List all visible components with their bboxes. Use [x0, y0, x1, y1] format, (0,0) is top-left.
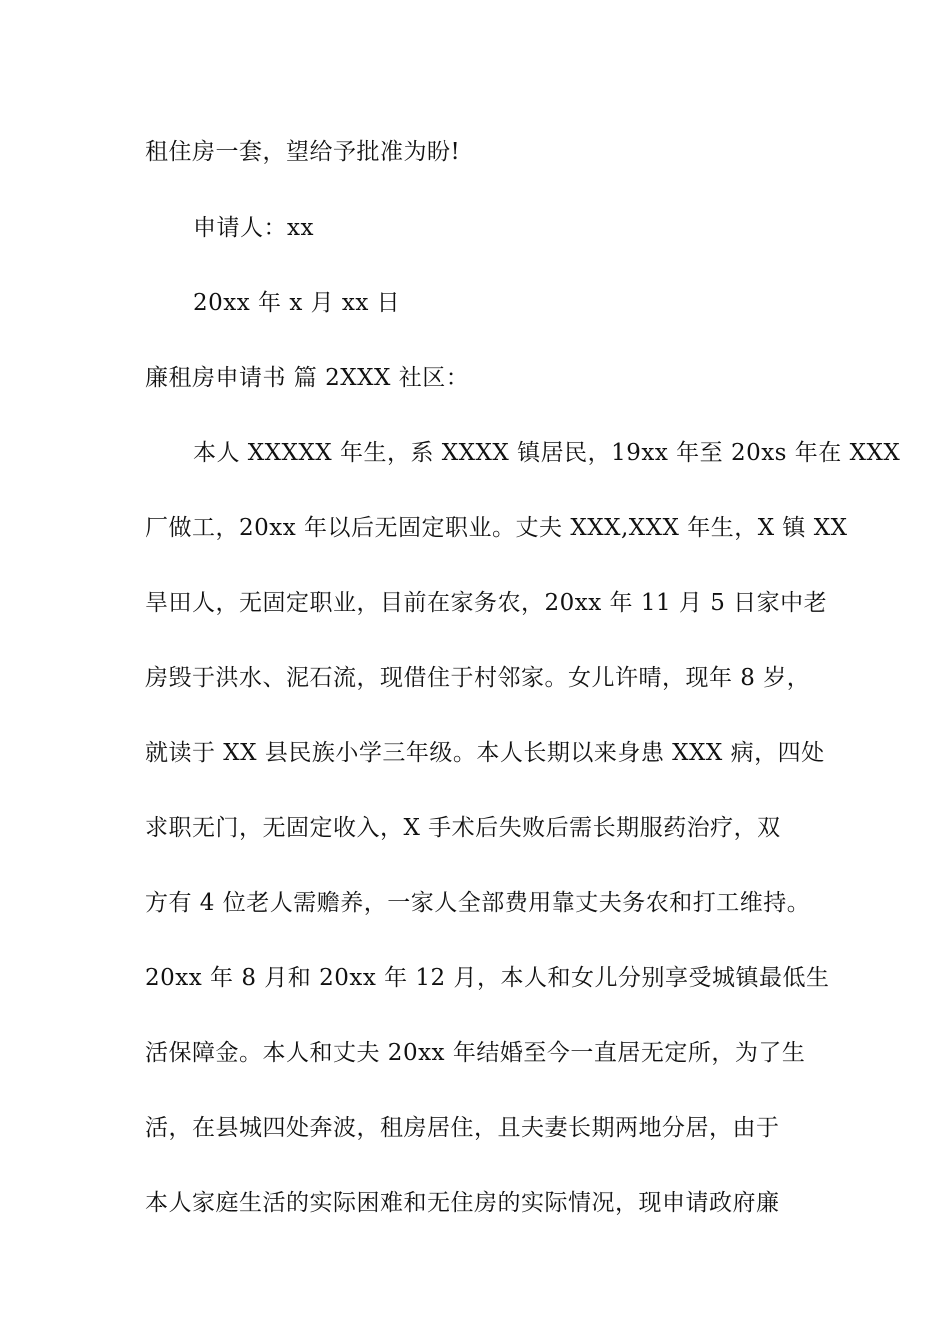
date-line: 20xx 年 x 月 xx 日 [193, 290, 401, 316]
paragraph-line: 厂做工，20xx 年以后无固定职业。丈夫 XXX,XXX 年生，X 镇 XX [145, 515, 848, 541]
paragraph-line: 本人 XXXXX 年生，系 XXXX 镇居民，19xx 年至 20xs 年在 XXX [193, 440, 901, 466]
paragraph-line: 活，在县城四处奔波，租房居住，且夫妻长期两地分居，由于 [145, 1115, 780, 1141]
applicant-signature-line: 申请人：xx [193, 215, 314, 241]
paragraph-line: 方有 4 位老人需赡养，一家人全部费用靠丈夫务农和打工维持。 [145, 890, 811, 916]
paragraph-line: 20xx 年 8 月和 20xx 年 12 月，本人和女儿分别享受城镇最低生 [145, 965, 830, 991]
text-line-closing-request: 租住房一套，望给予批准为盼! [145, 139, 461, 165]
section-heading: 廉租房申请书 篇 2XXX 社区： [145, 365, 470, 391]
paragraph-line: 房毁于洪水、泥石流，现借住于村邻家。女儿许晴，现年 8 岁， [145, 665, 811, 691]
paragraph-line: 求职无门，无固定收入，X 手术后失败后需长期服药治疗，双 [145, 815, 781, 841]
paragraph-line: 旱田人，无固定职业，目前在家务农，20xx 年 11 月 5 日家中老 [145, 590, 828, 616]
paragraph-line: 就读于 XX 县民族小学三年级。本人长期以来身患 XXX 病，四处 [145, 740, 825, 766]
paragraph-line: 本人家庭生活的实际困难和无住房的实际情况，现申请政府廉 [145, 1190, 780, 1216]
paragraph-line: 活保障金。本人和丈夫 20xx 年结婚至今一直居无定所，为了生 [145, 1040, 806, 1066]
